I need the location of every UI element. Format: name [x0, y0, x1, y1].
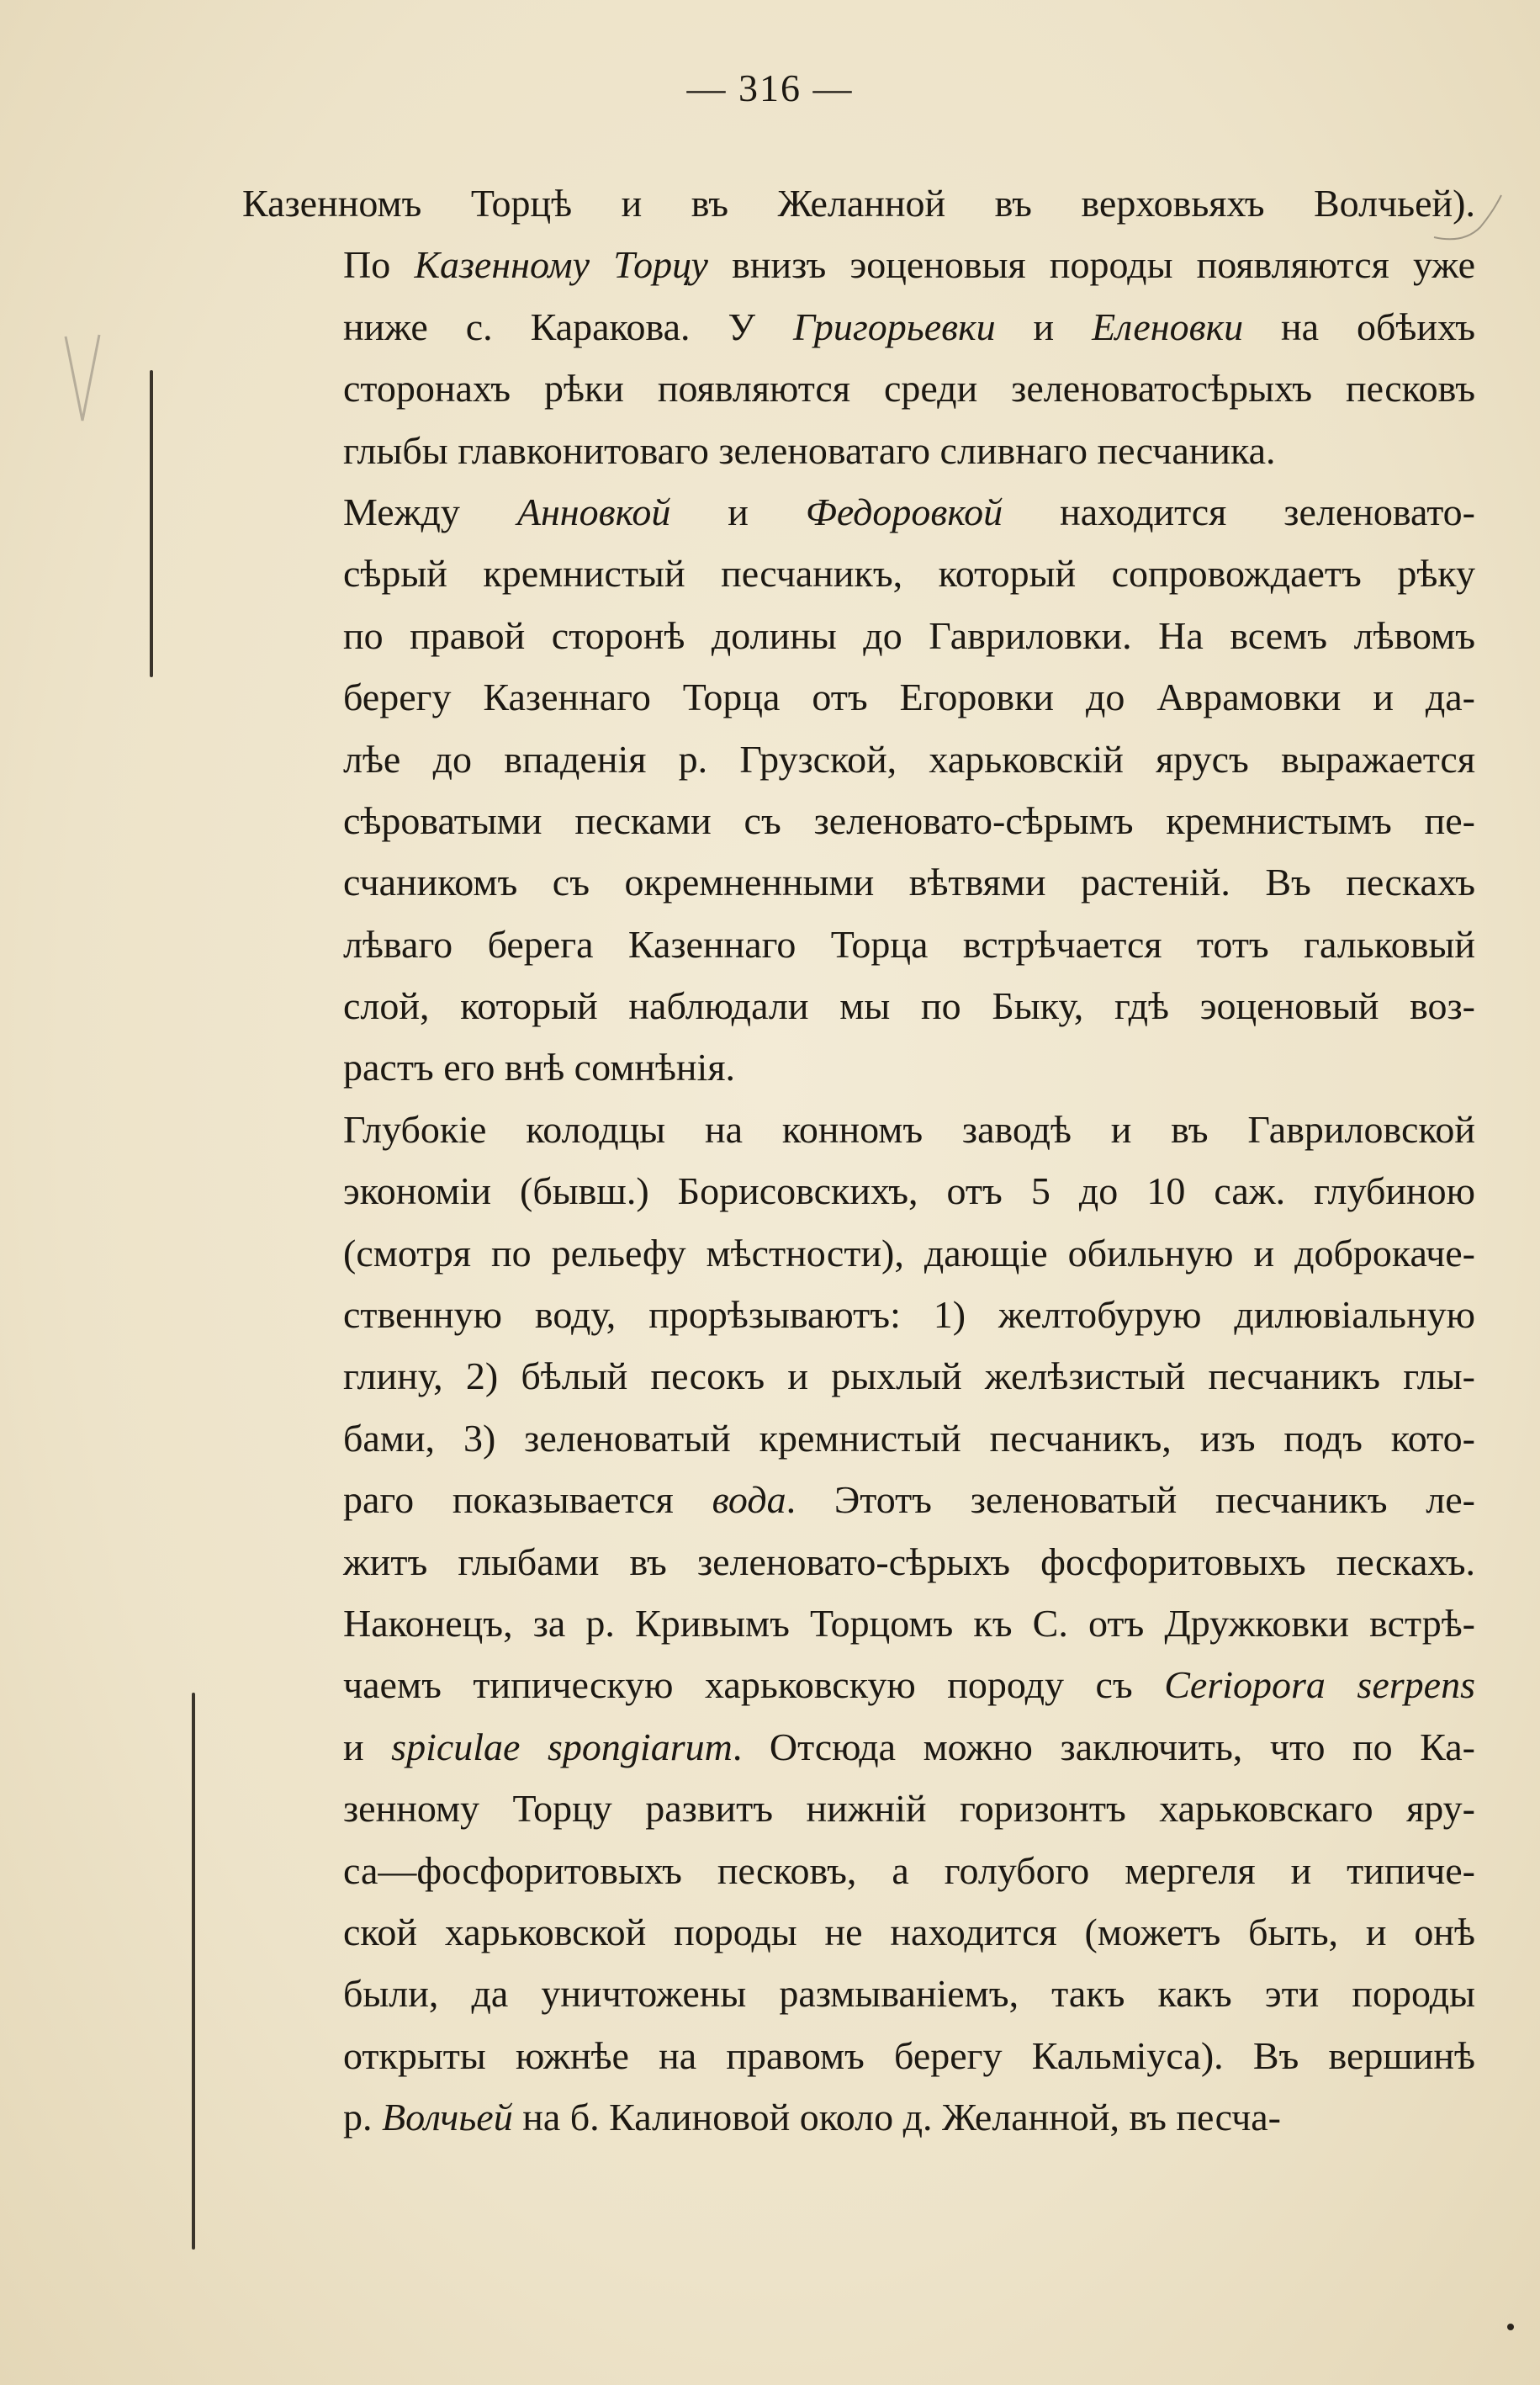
text-line: са—фосфоритовыхъ песковъ, а голубого мергеля и типиче-: [343, 1848, 1475, 1892]
text-line: и spiculae spongiarum. Отсюда можно заключить, что по Ка-: [343, 1725, 1475, 1768]
text-line: раго показывается вода. Этотъ зеленоватый песчаникъ ле-: [343, 1478, 1475, 1522]
text-line: (смотря по рельефу мѣстности), дающіе обильную и доброкаче-: [343, 1231, 1475, 1275]
text-line: бами, 3) зеленоватый кремнистый песчаникъ, изъ подъ кото-: [343, 1416, 1475, 1460]
margin-line-lower: [192, 1693, 195, 2250]
text-line: экономіи (бывш.) Борисовскихъ, отъ 5 до 10 саж. глубиною: [343, 1169, 1475, 1213]
text-line: глину, 2) бѣлый песокъ и рыхлый желѣзистый песчаникъ глы-: [343, 1354, 1475, 1398]
margin-line-upper: [150, 370, 153, 677]
text-line: были, да уничтожены размываніемъ, такъ какъ эти породы: [343, 1972, 1475, 2016]
text-line: р. Волчьей на б. Калиновой около д. Желанной, въ песча-: [343, 2096, 1281, 2139]
text-line: Казенномъ Торцѣ и въ Желанной въ верховьяхъ Волчьей).: [242, 182, 1475, 225]
text-line: лѣе до впаденія р. Грузской, харьковскій ярусъ выражается: [343, 737, 1475, 781]
text-line: счаникомъ съ окремненными вѣтвями растеній. Въ пескахъ: [343, 861, 1475, 904]
text-line: чаемъ типическую харьковскую породу съ Ceriopora serpens: [343, 1663, 1475, 1707]
text-line: зенному Торцу развитъ нижній горизонтъ харьковскаго яру-: [343, 1787, 1475, 1831]
text-line: ниже с. Каракова. У Григорьевки и Еленовки на обѣихъ: [343, 305, 1475, 348]
text-line: Между Анновкой и Федоровкой находится зеленовато-: [343, 490, 1475, 533]
page-number: — 316 —: [686, 66, 854, 109]
ink-dot: [1507, 2324, 1514, 2330]
text-line: растъ его внѣ сомнѣнія.: [343, 1046, 735, 1089]
paragraph-1: [242, 172, 1475, 481]
text-line: берегу Казеннаго Торца отъ Егоровки до Аврамовки и да-: [343, 676, 1475, 719]
text-line: слой, который наблюдали мы по Быку, гдѣ эоценовый воз-: [343, 984, 1475, 1028]
text-line: глыбы главконитоваго зеленоватаго сливнаго песчаника.: [343, 428, 1276, 472]
text-line: ской харьковской породы не находится (можетъ быть, и онѣ: [343, 1910, 1475, 1953]
text-line: Глубокіе колодцы на конномъ заводѣ и въ Гавриловской: [343, 1107, 1475, 1151]
paragraph-3: [242, 1099, 1475, 2149]
paragraph-2: [242, 481, 1475, 1099]
text-line: житъ глыбами въ зеленовато-сѣрыхъ фосфоритовыхъ пескахъ.: [343, 1540, 1475, 1583]
text-line: сѣрый кремнистый песчаникъ, который сопровождаетъ рѣку: [343, 552, 1475, 596]
text-line: лѣваго берега Казеннаго Торца встрѣчается тотъ гальковый: [343, 922, 1475, 966]
text-line: открыты южнѣе на правомъ берегу Кальміуса). Въ вершинѣ: [343, 2033, 1475, 2077]
text-line: По Казенному Торцу внизъ эоценовыя породы появляются уже: [343, 243, 1475, 287]
body-text: [242, 172, 1475, 2149]
text-line: сторонахъ рѣки появляются среди зеленоватосѣрыхъ песковъ: [343, 367, 1475, 411]
text-line: сѣроватыми песками съ зеленовато-сѣрымъ кремнистымъ пе-: [343, 798, 1475, 842]
margin-pencil-mark: [59, 328, 109, 429]
text-line: Наконецъ, за р. Кривымъ Торцомъ къ С. отъ Дружковки встрѣ-: [343, 1601, 1475, 1645]
text-line: ственную воду, прорѣзываютъ: 1) желтобурую дилювіальную: [343, 1293, 1475, 1337]
text-line: по правой сторонѣ долины до Гавриловки. На всемъ лѣвомъ: [343, 613, 1475, 657]
